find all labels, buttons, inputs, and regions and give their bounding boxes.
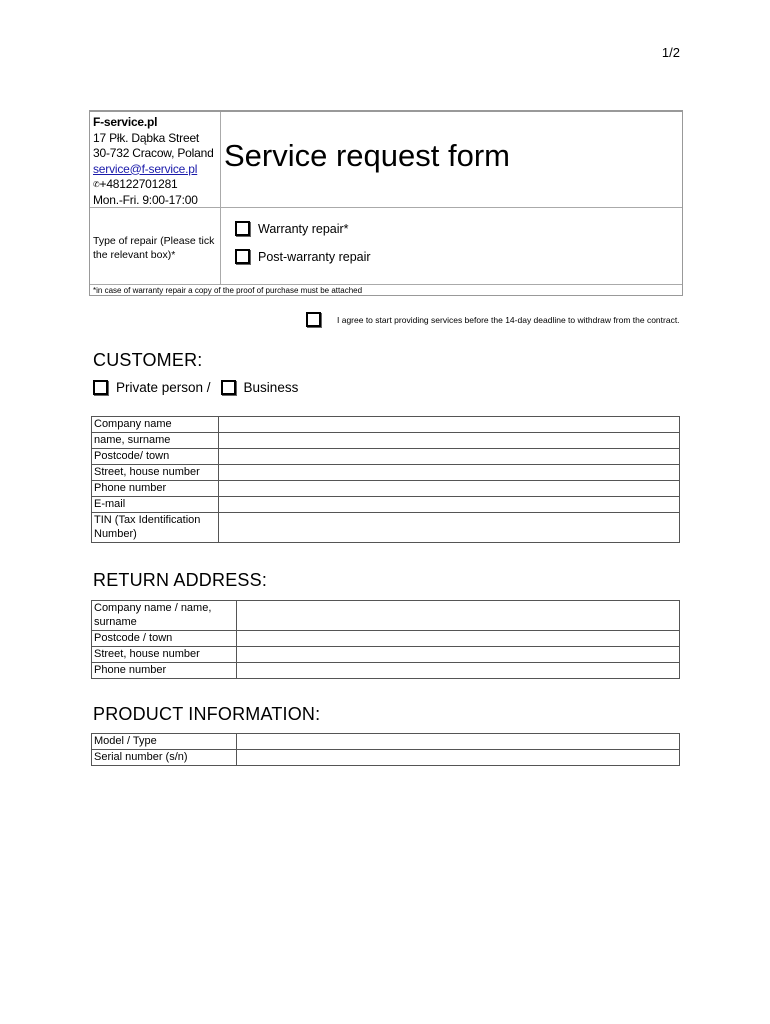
consent-row[interactable] bbox=[306, 312, 686, 327]
company-name-field[interactable] bbox=[219, 417, 680, 433]
company-city: 30-732 Cracow, Poland bbox=[93, 146, 214, 160]
divider bbox=[220, 112, 221, 208]
phone-icon: ✆ bbox=[93, 180, 100, 189]
page-title: Service request form bbox=[224, 138, 510, 173]
row-label: Serial number (s/n) bbox=[92, 750, 237, 766]
table-row bbox=[92, 663, 680, 679]
email-field[interactable] bbox=[219, 497, 680, 513]
customer-type bbox=[93, 380, 298, 395]
table-row bbox=[92, 601, 680, 631]
post-warranty-option[interactable] bbox=[235, 249, 371, 264]
business-checkbox[interactable] bbox=[221, 380, 236, 395]
table-row bbox=[92, 513, 680, 543]
product-section-title: PRODUCT INFORMATION: bbox=[93, 704, 321, 724]
row-label: Postcode / town bbox=[92, 631, 237, 647]
divider bbox=[90, 284, 682, 285]
customer-section-title: CUSTOMER: bbox=[93, 350, 203, 370]
divider bbox=[220, 208, 221, 284]
table-row bbox=[92, 449, 680, 465]
table-row bbox=[92, 734, 680, 750]
street-field[interactable] bbox=[219, 465, 680, 481]
customer-table bbox=[91, 416, 680, 543]
company-name: F-service.pl bbox=[93, 115, 158, 129]
table-row bbox=[92, 433, 680, 449]
model-field[interactable] bbox=[237, 734, 680, 750]
table-row bbox=[92, 465, 680, 481]
table-row bbox=[92, 647, 680, 663]
post-warranty-label: Post-warranty repair bbox=[258, 249, 371, 264]
return-name-field[interactable] bbox=[237, 601, 680, 631]
table-row bbox=[92, 417, 680, 433]
row-label: Street, house number bbox=[92, 647, 237, 663]
return-section-title: RETURN ADDRESS: bbox=[93, 570, 268, 590]
private-person-label: Private person / bbox=[116, 380, 211, 395]
warranty-note: *in case of warranty repair a copy of the proof of purchase must be attached bbox=[93, 286, 363, 295]
row-label: Company name / name, surname bbox=[92, 601, 237, 631]
tin-field[interactable] bbox=[219, 513, 680, 543]
row-label: name, surname bbox=[92, 433, 219, 449]
name-surname-field[interactable] bbox=[219, 433, 680, 449]
return-street-field[interactable] bbox=[237, 647, 680, 663]
row-label: Postcode/ town bbox=[92, 449, 219, 465]
private-person-checkbox[interactable] bbox=[93, 380, 108, 395]
table-row bbox=[92, 631, 680, 647]
company-phone: +48122701281 bbox=[99, 177, 178, 191]
company-email-link[interactable]: service@f-service.pl bbox=[93, 161, 198, 176]
company-hours: Mon.-Fri. 9:00-17:00 bbox=[93, 192, 198, 207]
row-label: Phone number bbox=[92, 663, 237, 679]
page-number: 1/2 bbox=[661, 45, 680, 60]
row-label: Street, house number bbox=[92, 465, 219, 481]
warranty-label: Warranty repair* bbox=[258, 221, 349, 236]
row-label: Model / Type bbox=[92, 734, 237, 750]
row-label: E-mail bbox=[92, 497, 219, 513]
row-label: Phone number bbox=[92, 481, 219, 497]
header-table bbox=[89, 110, 683, 296]
return-address-table bbox=[91, 600, 680, 679]
product-table bbox=[91, 733, 680, 766]
repair-type-label: Type of repair (Please tick the relevant box)* bbox=[93, 235, 215, 261]
return-postcode-field[interactable] bbox=[237, 631, 680, 647]
row-label: Company name bbox=[92, 417, 219, 433]
business-label: Business bbox=[243, 380, 299, 395]
warranty-option[interactable] bbox=[235, 221, 349, 236]
table-row bbox=[92, 481, 680, 497]
company-street: 17 Płk. Dąbka Street bbox=[93, 130, 200, 145]
phone-field[interactable] bbox=[219, 481, 680, 497]
consent-checkbox[interactable] bbox=[306, 312, 321, 327]
row-label: TIN (Tax Identification Number) bbox=[92, 513, 219, 543]
table-row bbox=[92, 497, 680, 513]
post-warranty-checkbox[interactable] bbox=[235, 249, 250, 264]
return-phone-field[interactable] bbox=[237, 663, 680, 679]
company-phone-row bbox=[93, 177, 214, 193]
warranty-checkbox[interactable] bbox=[235, 221, 250, 236]
postcode-town-field[interactable] bbox=[219, 449, 680, 465]
table-row bbox=[92, 750, 680, 766]
company-info bbox=[93, 115, 214, 208]
consent-text: I agree to start providing services before the 14-day deadline to withdraw from the contract. bbox=[337, 314, 680, 325]
serial-field[interactable] bbox=[237, 750, 680, 766]
